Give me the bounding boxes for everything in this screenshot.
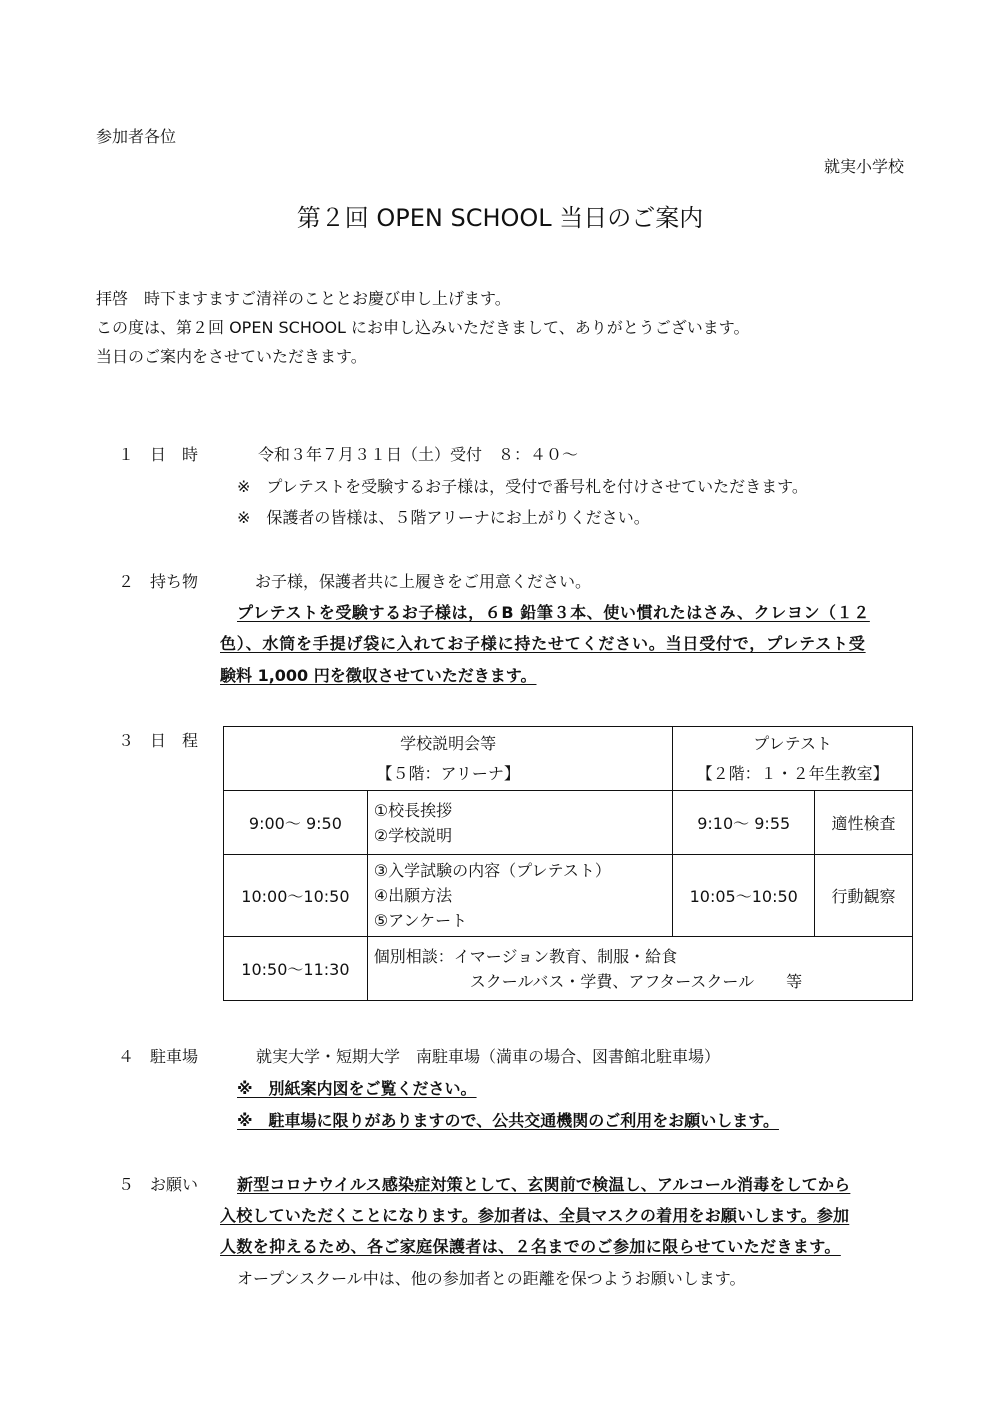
sender: 就実小学校 bbox=[823, 157, 904, 176]
sec4-value: 就実大学・短期大学 南駐車場（満車の場合、図書館北駐車場） bbox=[256, 1047, 721, 1066]
row3-line-2: スクールバス・学費、アフタースクール 等 bbox=[469, 971, 803, 991]
schedule-table bbox=[223, 726, 913, 1001]
sec4-note-2 bbox=[237, 1111, 779, 1131]
row2-item-1: ③入学試験の内容（プレテスト） bbox=[373, 861, 611, 880]
sec5-number: ５ bbox=[118, 1175, 135, 1194]
sec1-note-2: ※ 保護者の皆様は、５階アリーナにお上がりください。 bbox=[237, 508, 650, 527]
row1-item-2: ②学校説明 bbox=[373, 825, 453, 845]
sec3-number: ３ bbox=[118, 731, 135, 750]
sec5-line-3: 人数を抑えるため、各ご家庭保護者は、２名までのご参加に限らせていただきます。 bbox=[220, 1237, 841, 1256]
sec5-label: お願い bbox=[150, 1175, 199, 1194]
row1-pretest-activity: 適性検査 bbox=[815, 791, 913, 855]
sec1-value: 令和３年７月３１日（土）受付 ８：４０～ bbox=[258, 445, 579, 464]
table-row bbox=[224, 937, 913, 1001]
sec4-note-2-text: ※ 駐車場に限りがありますので、公共交通機関のご利用をお願いします。 bbox=[237, 1111, 779, 1130]
sec1-number: １ bbox=[118, 445, 135, 464]
row2-time: 10:00～10:50 bbox=[224, 855, 368, 937]
sec5-line-4: オープンスクール中は、他の参加者との距離を保つようお願いします。 bbox=[237, 1269, 746, 1288]
row1-time: 9:00～ 9:50 bbox=[224, 791, 368, 855]
header-pretest-place: 【２階：１・２年生教室】 bbox=[696, 763, 889, 783]
header-school-briefing bbox=[224, 727, 673, 791]
row2-item-2: ④出願方法 bbox=[373, 886, 453, 905]
row2-pretest-time: 10:05～10:50 bbox=[673, 855, 815, 937]
header-briefing-place: 【５階：アリーナ】 bbox=[376, 763, 520, 783]
sec2-line-3: 験料 1,000 円を徴収させていただきます。 bbox=[220, 666, 537, 685]
row2-pretest-activity: 行動観察 bbox=[815, 855, 913, 937]
sec1-note-1: ※ プレテストを受験するお子様は，受付で番号札を付けさせていただきます。 bbox=[237, 477, 808, 496]
intro-line-2: この度は、第２回 OPEN SCHOOL にお申し込みいただきまして、ありがとうございます。 bbox=[96, 318, 750, 337]
recipient: 参加者各位 bbox=[96, 127, 177, 146]
sec4-note-1 bbox=[237, 1079, 477, 1099]
row1-items bbox=[367, 791, 673, 855]
row3-consultation bbox=[367, 937, 912, 1001]
sec5-line-1: 新型コロナウイルス感染症対策として、玄関前で検温し、アルコール消毒をしてから bbox=[237, 1175, 851, 1194]
sec2-number: ２ bbox=[118, 572, 135, 591]
sec2-line-2: 色）、水筒を手提げ袋に入れてお子様に持たせてください。当日受付で，プレテスト受 bbox=[220, 634, 866, 653]
sec4-note-1-text: ※ 別紙案内図をご覧ください。 bbox=[237, 1079, 477, 1098]
sec1-label: 日 時 bbox=[150, 445, 199, 464]
table-row bbox=[224, 855, 913, 937]
table-row bbox=[224, 791, 913, 855]
sec3-label: 日 程 bbox=[150, 731, 199, 750]
table-header-row bbox=[224, 727, 913, 791]
row3-time: 10:50～11:30 bbox=[224, 937, 368, 1001]
sec4-label: 駐車場 bbox=[150, 1047, 199, 1066]
header-briefing-title: 学校説明会等 bbox=[400, 733, 497, 753]
header-pretest-title: プレテスト bbox=[753, 733, 833, 753]
header-pretest bbox=[673, 727, 913, 791]
sec5-line-2: 入校していただくことになります。参加者は、全員マスクの着用をお願いします。参加 bbox=[220, 1206, 850, 1225]
row1-item-1: ①校長挨拶 bbox=[373, 800, 453, 820]
sec2-value: お子様，保護者共に上履きをご用意ください。 bbox=[255, 572, 592, 591]
row1-pretest-time: 9:10～ 9:55 bbox=[673, 791, 815, 855]
page-title: 第２回 OPEN SCHOOL 当日のご案内 bbox=[296, 204, 704, 232]
row2-item-3: ⑤アンケート bbox=[373, 911, 468, 930]
sec4-number: ４ bbox=[118, 1047, 135, 1066]
sec2-line-1: プレテストを受験するお子様は，６B 鉛筆３本、使い慣れたはさみ、クレヨン（１２ bbox=[237, 603, 870, 622]
sec2-label: 持ち物 bbox=[150, 572, 199, 591]
intro-line-1: 拝啓 時下ますますご清祥のこととお慶び申し上げます。 bbox=[96, 289, 511, 308]
row2-items bbox=[367, 855, 673, 937]
intro-line-3: 当日のご案内をさせていただきます。 bbox=[96, 347, 367, 366]
row3-line-1: 個別相談：イマージョン教育、制服・給食 bbox=[373, 946, 678, 966]
